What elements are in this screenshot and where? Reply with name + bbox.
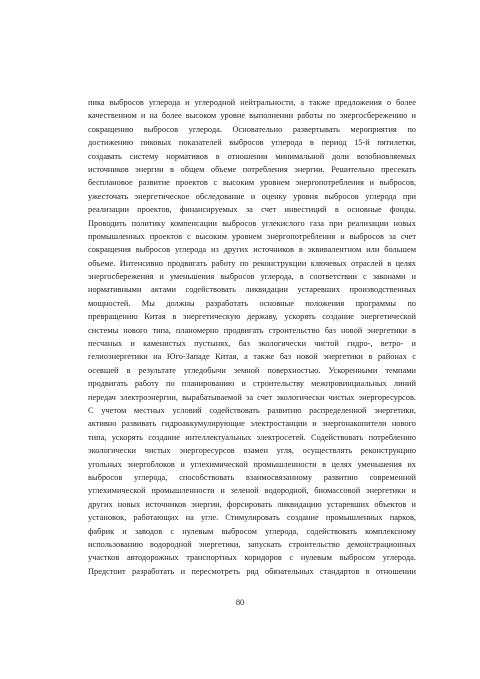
text-line: нормативными актами содействовать ликвидации устаревших производственных <box>88 285 416 295</box>
text-line: гелиоэнергетики на Юго-Западе Китая, а также баз новой энергетики в районах с <box>88 352 416 362</box>
text-line: промышленных проектов с высоким уровнем энергопотребления и выбросов за счет <box>88 231 416 241</box>
text-line: угольных энергоблоков и углехимической промышленности в целях уменьшения их <box>88 459 416 469</box>
text-line: достижению пиковых показателей выбросов углерода в период 15-й пятилетки, <box>88 138 416 148</box>
text-line: сокращения выбросов углерода из других источников в эквивалентном или большем <box>88 245 416 255</box>
text-line: системы нового типа, планомерно продвигать строительство баз новой энергетики в <box>88 325 416 335</box>
text-line: осевшей в результате угледобычи земной поверхностью. Ускоренными темпами <box>88 365 416 375</box>
text-line: С учетом местных условий содействовать развитию распределенной энергетики, <box>88 405 416 415</box>
text-line: реализации проектов, финансируемых за счет инвестиций в основные фонды. <box>88 205 416 215</box>
text-line: мощностей. Мы должны разработать основные положения программы по <box>88 298 416 308</box>
text-line: типа, ускорять создание интеллектуальных электросетей. Содействовать потреблению <box>88 432 416 442</box>
text-line: пика выбросов углерода и углеродной нейтральности, а также предложения о более <box>88 98 416 107</box>
text-line: качественном и на более высоком уровне выполнении работы по энергосбережению и <box>88 111 416 121</box>
text-line: объеме. Интенсивно продвигать работу по реконструкции ключевых отраслей в целях <box>88 258 416 268</box>
text-line: бесплановое развитие проектов с высоким уровнем энергопотребления и выбросов, <box>88 178 416 188</box>
text-line: источников энергии в общем объеме потребления энергии. Решительно пресекать <box>88 164 416 174</box>
text-line: углехимической промышленности и зеленой водородной, биомассовой энергетики и <box>88 486 416 496</box>
text-line: сокращению выбросов углерода. Основательно развертывать мероприятия по <box>88 124 416 134</box>
text-line: создавать систему нормативов в отношении минимальной доли возобновляемых <box>88 151 416 161</box>
text-line: активно развивать гидроаккумулирующие электростанции и энергонакопители нового <box>88 419 416 429</box>
text-line: Предстоит разработать и пересмотреть ряд обязательных стандартов в отношении <box>88 566 416 576</box>
page-number: 80 <box>235 598 245 607</box>
text-line: ужесточать энергетическое обследование и оценку уровня выбросов углерода при <box>88 191 416 201</box>
text-line: передач электроэнергии, вырабатываемой за счет экологически чистых энергоресурсов. <box>88 392 416 402</box>
text-line: других новых источников энергии, форсировать ликвидацию устаревших объектов и <box>88 499 416 509</box>
text-line: установок, работающих на угле. Стимулировать создание промышленных парков, <box>88 513 416 523</box>
text-line: Проводить политику компенсации выбросов углекислого газа при реализации новых <box>88 218 416 228</box>
body-text <box>88 96 416 578</box>
text-line: энергосбережения и уменьшения выбросов углерода, в соответствии с законами и <box>88 272 416 282</box>
text-line: превращению Китая в энергетическую державу, ускорять создание энергетической <box>88 312 416 322</box>
text-line: экологически чистых энергоресурсов взамен угля, осуществлять реконструкцию <box>88 446 416 456</box>
text-line: выбросов углерода, способствовать взаимосвязанному развитию современной <box>88 472 416 482</box>
text-line: фабрик и заводов с нулевым выбросом углерода, содействовать комплексному <box>88 526 416 536</box>
text-line: использованию водородной энергетики, запускать строительство демонстрационных <box>88 539 416 549</box>
text-line: песчаных и каменистых пустынях, баз экологически чистой гидро-, ветро- и <box>88 339 416 349</box>
text-line: продвигать работу по планированию и строительству межпровинциальных линий <box>88 379 416 389</box>
text-line: участков автодорожных транспортных коридоров с нулевым выбросом углерода. <box>88 553 416 563</box>
